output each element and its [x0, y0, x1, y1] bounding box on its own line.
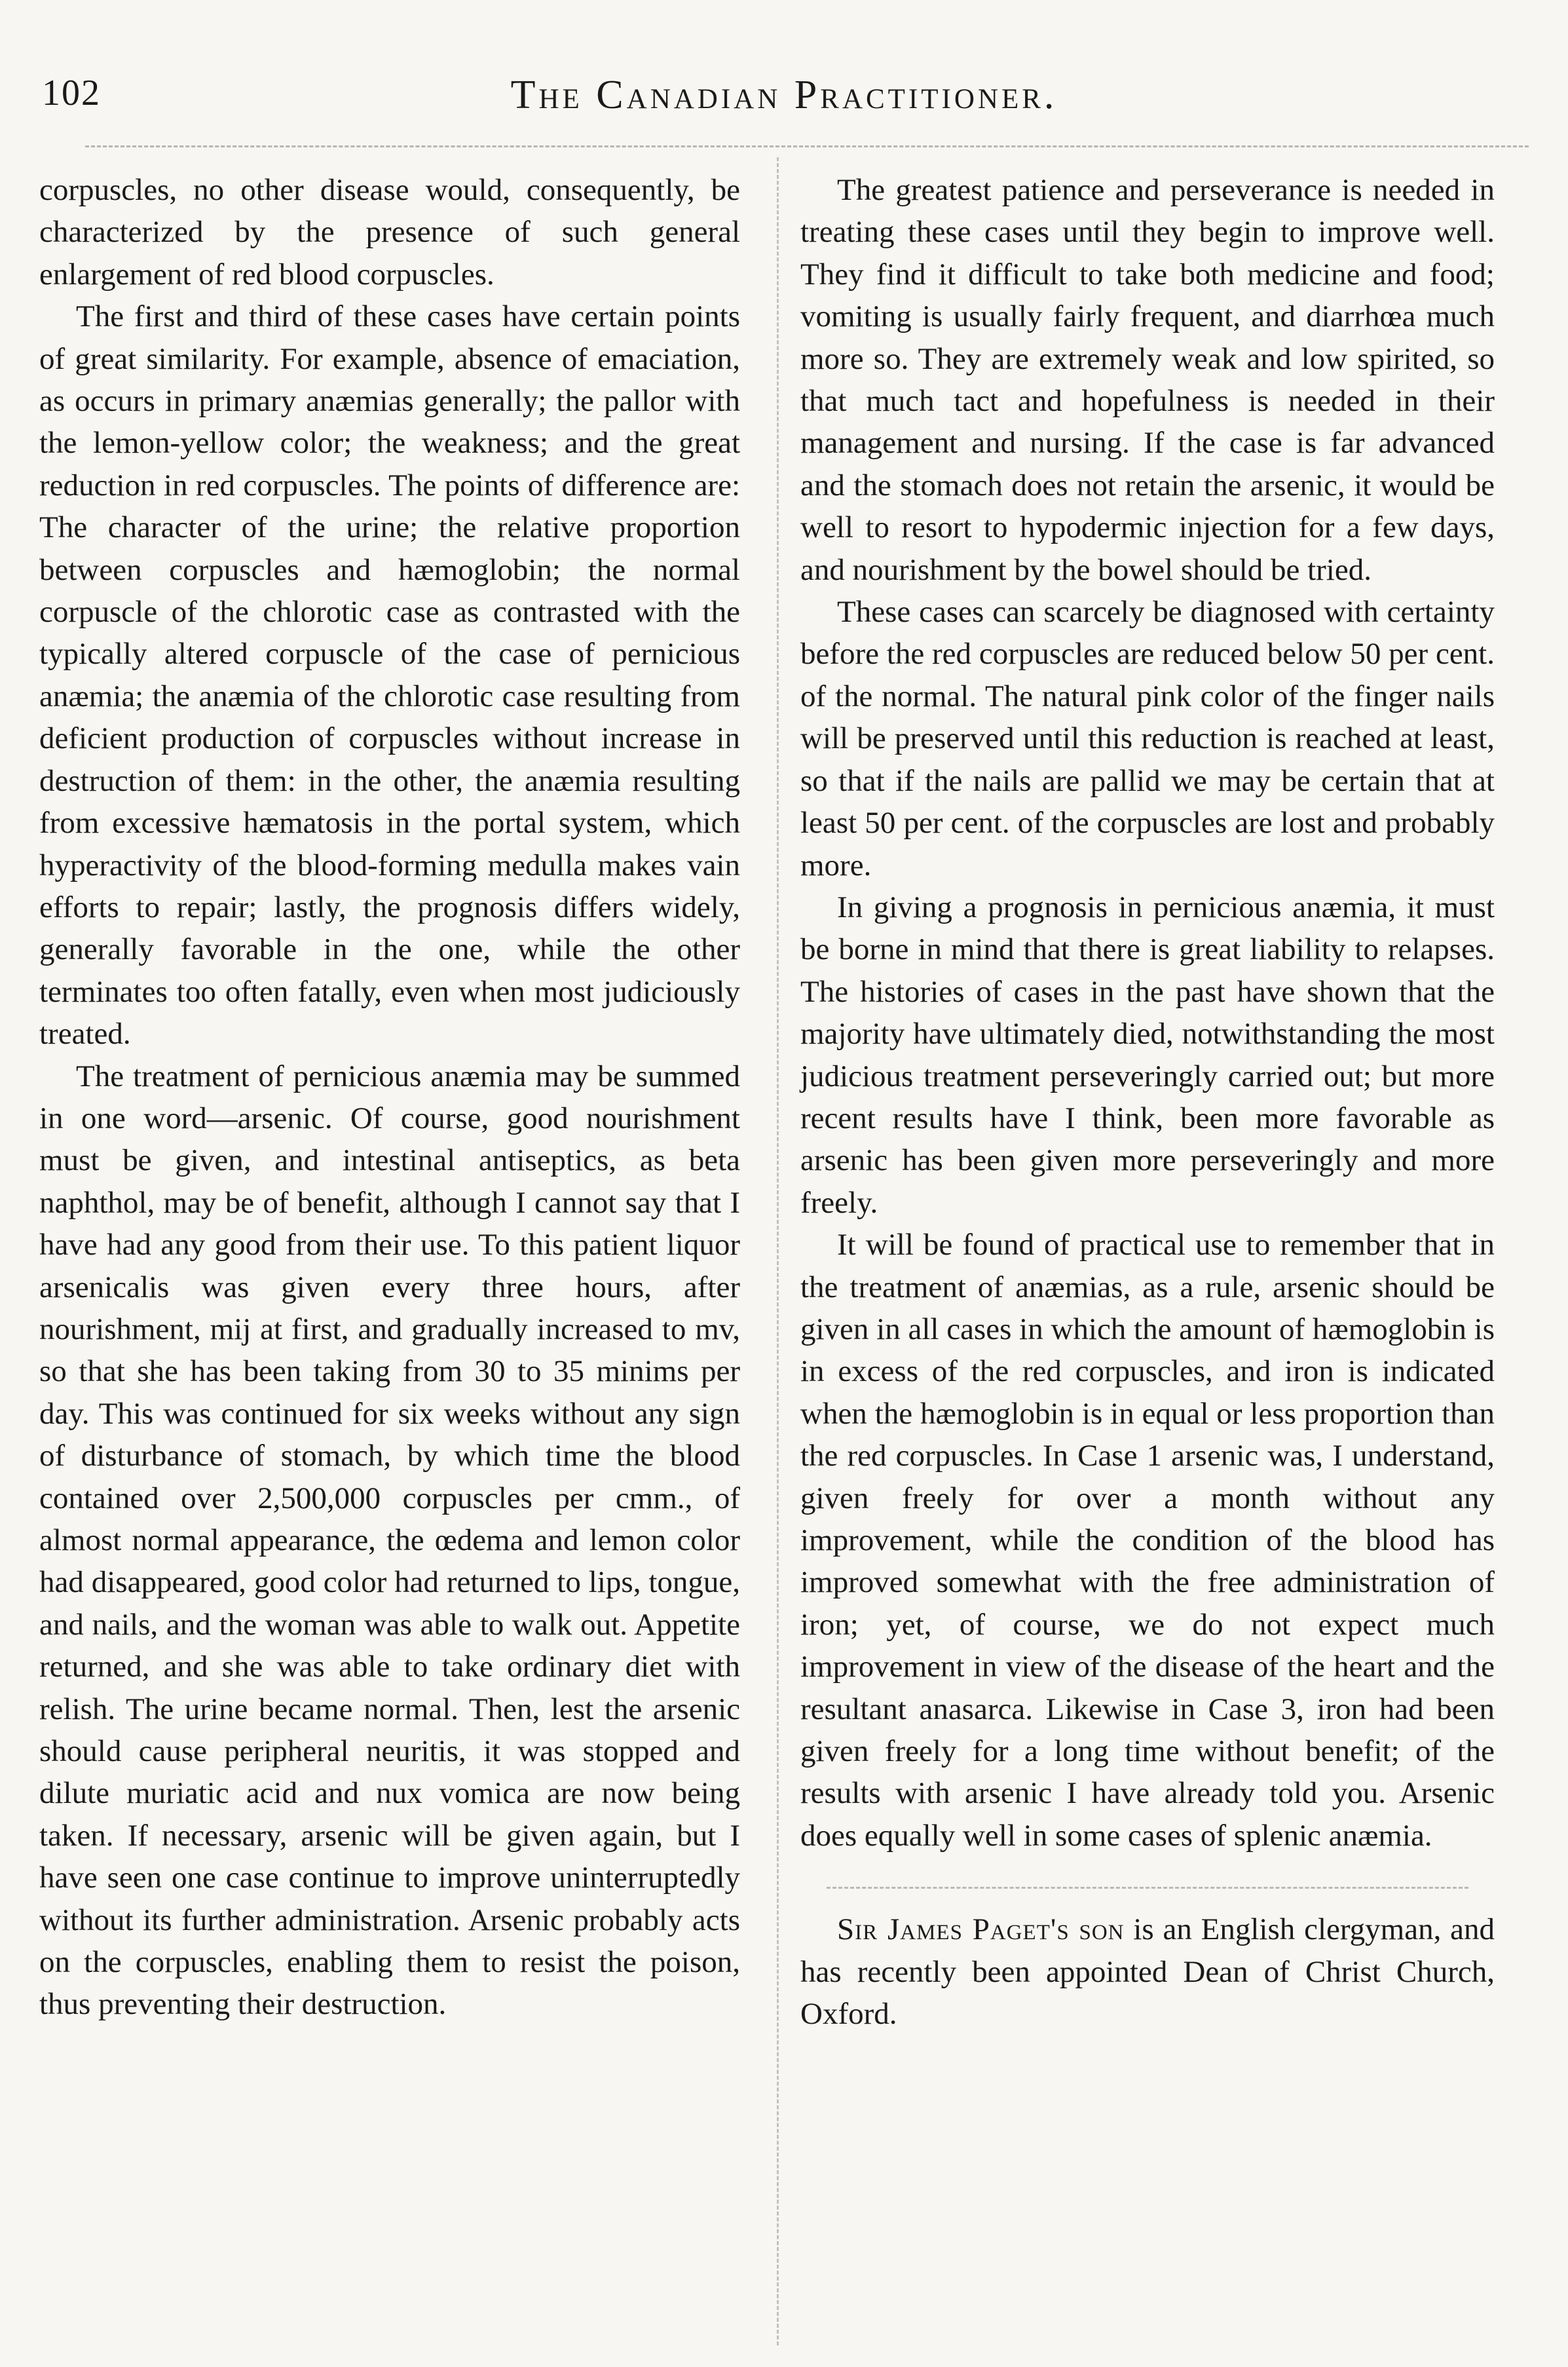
paragraph: In giving a prognosis in pernicious anæmia, it must be borne in mind that there is great liability to relapses. The histories of cases in the past have shown that the majority have ultimately died, notwithstanding the most judicious treatment perseveringly carried out; but more recent results have I think, been more favorable as arsenic has been given more perseveringly and more freely.: [800, 890, 1495, 1220]
section-rule: [827, 1887, 1468, 1889]
paragraph: These cases can scarcely be diagnosed with certainty before the red corpuscles are reduced below 50 per cent. of the normal. The natural pink color of the finger nails will be preserved until this reduction is reached at least, so that if the nails are pallid we may be certain that at least 50 per cent. of the corpuscles are lost and probably more.: [800, 595, 1495, 882]
page-header: [39, 72, 1529, 131]
running-title: The Canadian Practitioner.: [510, 73, 1058, 117]
header-rule: [85, 145, 1529, 147]
right-column: [800, 169, 1495, 2035]
column-divider: [777, 157, 779, 2345]
paragraph: The greatest patience and perseverance is needed in treating these cases until they begin to improve well. They find it difficult to take both medicine and food; vomiting is usually fairly frequent, and diarrhœa much more so. They are extremely weak and low spirited, so that much tact and hopefulness is needed in their management and nursing. If the case is far advanced and the stomach does not retain the arsenic, it would be well to resort to hypodermic injection for a few days, and nourishment by the bowel should be tried.: [800, 173, 1495, 587]
paragraph: corpuscles, no other disease would, consequently, be characterized by the presence of such general enlargement of red blood corpuscles.: [39, 173, 740, 292]
paragraph: The first and third of these cases have certain points of great similarity. For example, absence of emaciation, as occurs in primary anæmias generally; the pallor with the lemon-yellow color; the weakness; and the great reduction in red corpuscles. The points of difference are: The character of the urine; the relative proportion between corpuscles and hæmoglobin; the normal corpuscle of the chlorotic case as contrasted with the typically altered corpuscle of the case of pernicious anæmia; the anæmia of the chlorotic case resulting from deficient production of corpuscles without increase in destruction of them: in the other, the anæmia resulting from excessive hæmatosis in the portal system, which hyperactivity of the blood-forming medulla makes vain efforts to repair; lastly, the prognosis differs widely, generally favorable in the one, while the other terminates too often fatally, even when most judiciously treated.: [39, 299, 740, 1051]
note-text: is an English clergyman, and has recently been appointed Dean of Christ Church, Oxford.: [800, 1912, 1495, 2032]
news-note: [800, 1908, 1495, 2035]
note-lead: Sir James Paget's son: [837, 1912, 1125, 1947]
paragraph: It will be found of practical use to remember that in the treatment of anæmias, as a rule, arsenic should be given in all cases in which the amount of hæmoglobin is in excess of the red corpuscles, and iron is indicated when the hæmoglobin is in equal or less proportion than the red corpuscles. In Case 1 arsenic was, I understand, given freely for over a month without any improvement, while the condition of the blood has improved somewhat with the free administration of iron; yet, of course, we do not expect much improvement in view of the disease of the heart and the resultant anasarca. Likewise in Case 3, iron had been given freely for a long time without benefit; of the results with arsenic I have already told you. Arsenic does equally well in some cases of splenic anæmia.: [800, 1228, 1495, 1853]
page-number: 102: [42, 73, 101, 113]
left-column: [39, 169, 740, 2026]
paragraph: The treatment of pernicious anæmia may be summed in one word—arsenic. Of course, good nourishment must be given, and intestinal antiseptics, as beta naphthol, may be of benefit, although I cannot say that I have had any good from their use. To this patient liquor arsenicalis was given every three hours, after nourishment, mij at first, and gradually increased to mv, so that she has been taking from 30 to 35 minims per day. This was continued for six weeks without any sign of disturbance of stomach, by which time the blood contained over 2,500,000 corpuscles per cmm., of almost normal appearance, the œdema and lemon color had disappeared, good color had returned to lips, tongue, and nails, and the woman was able to walk out. Appetite returned, and she was able to take ordinary diet with relish. The urine became normal. Then, lest the arsenic should cause peripheral neuritis, it was stopped and dilute muriatic acid and nux vomica are now being taken. If necessary, arsenic will be given again, but I have seen one case continue to improve uninterruptedly without its further administration. Arsenic probably acts on the corpuscles, enabling them to resist the poison, thus preventing their destruction.: [39, 1059, 740, 2022]
